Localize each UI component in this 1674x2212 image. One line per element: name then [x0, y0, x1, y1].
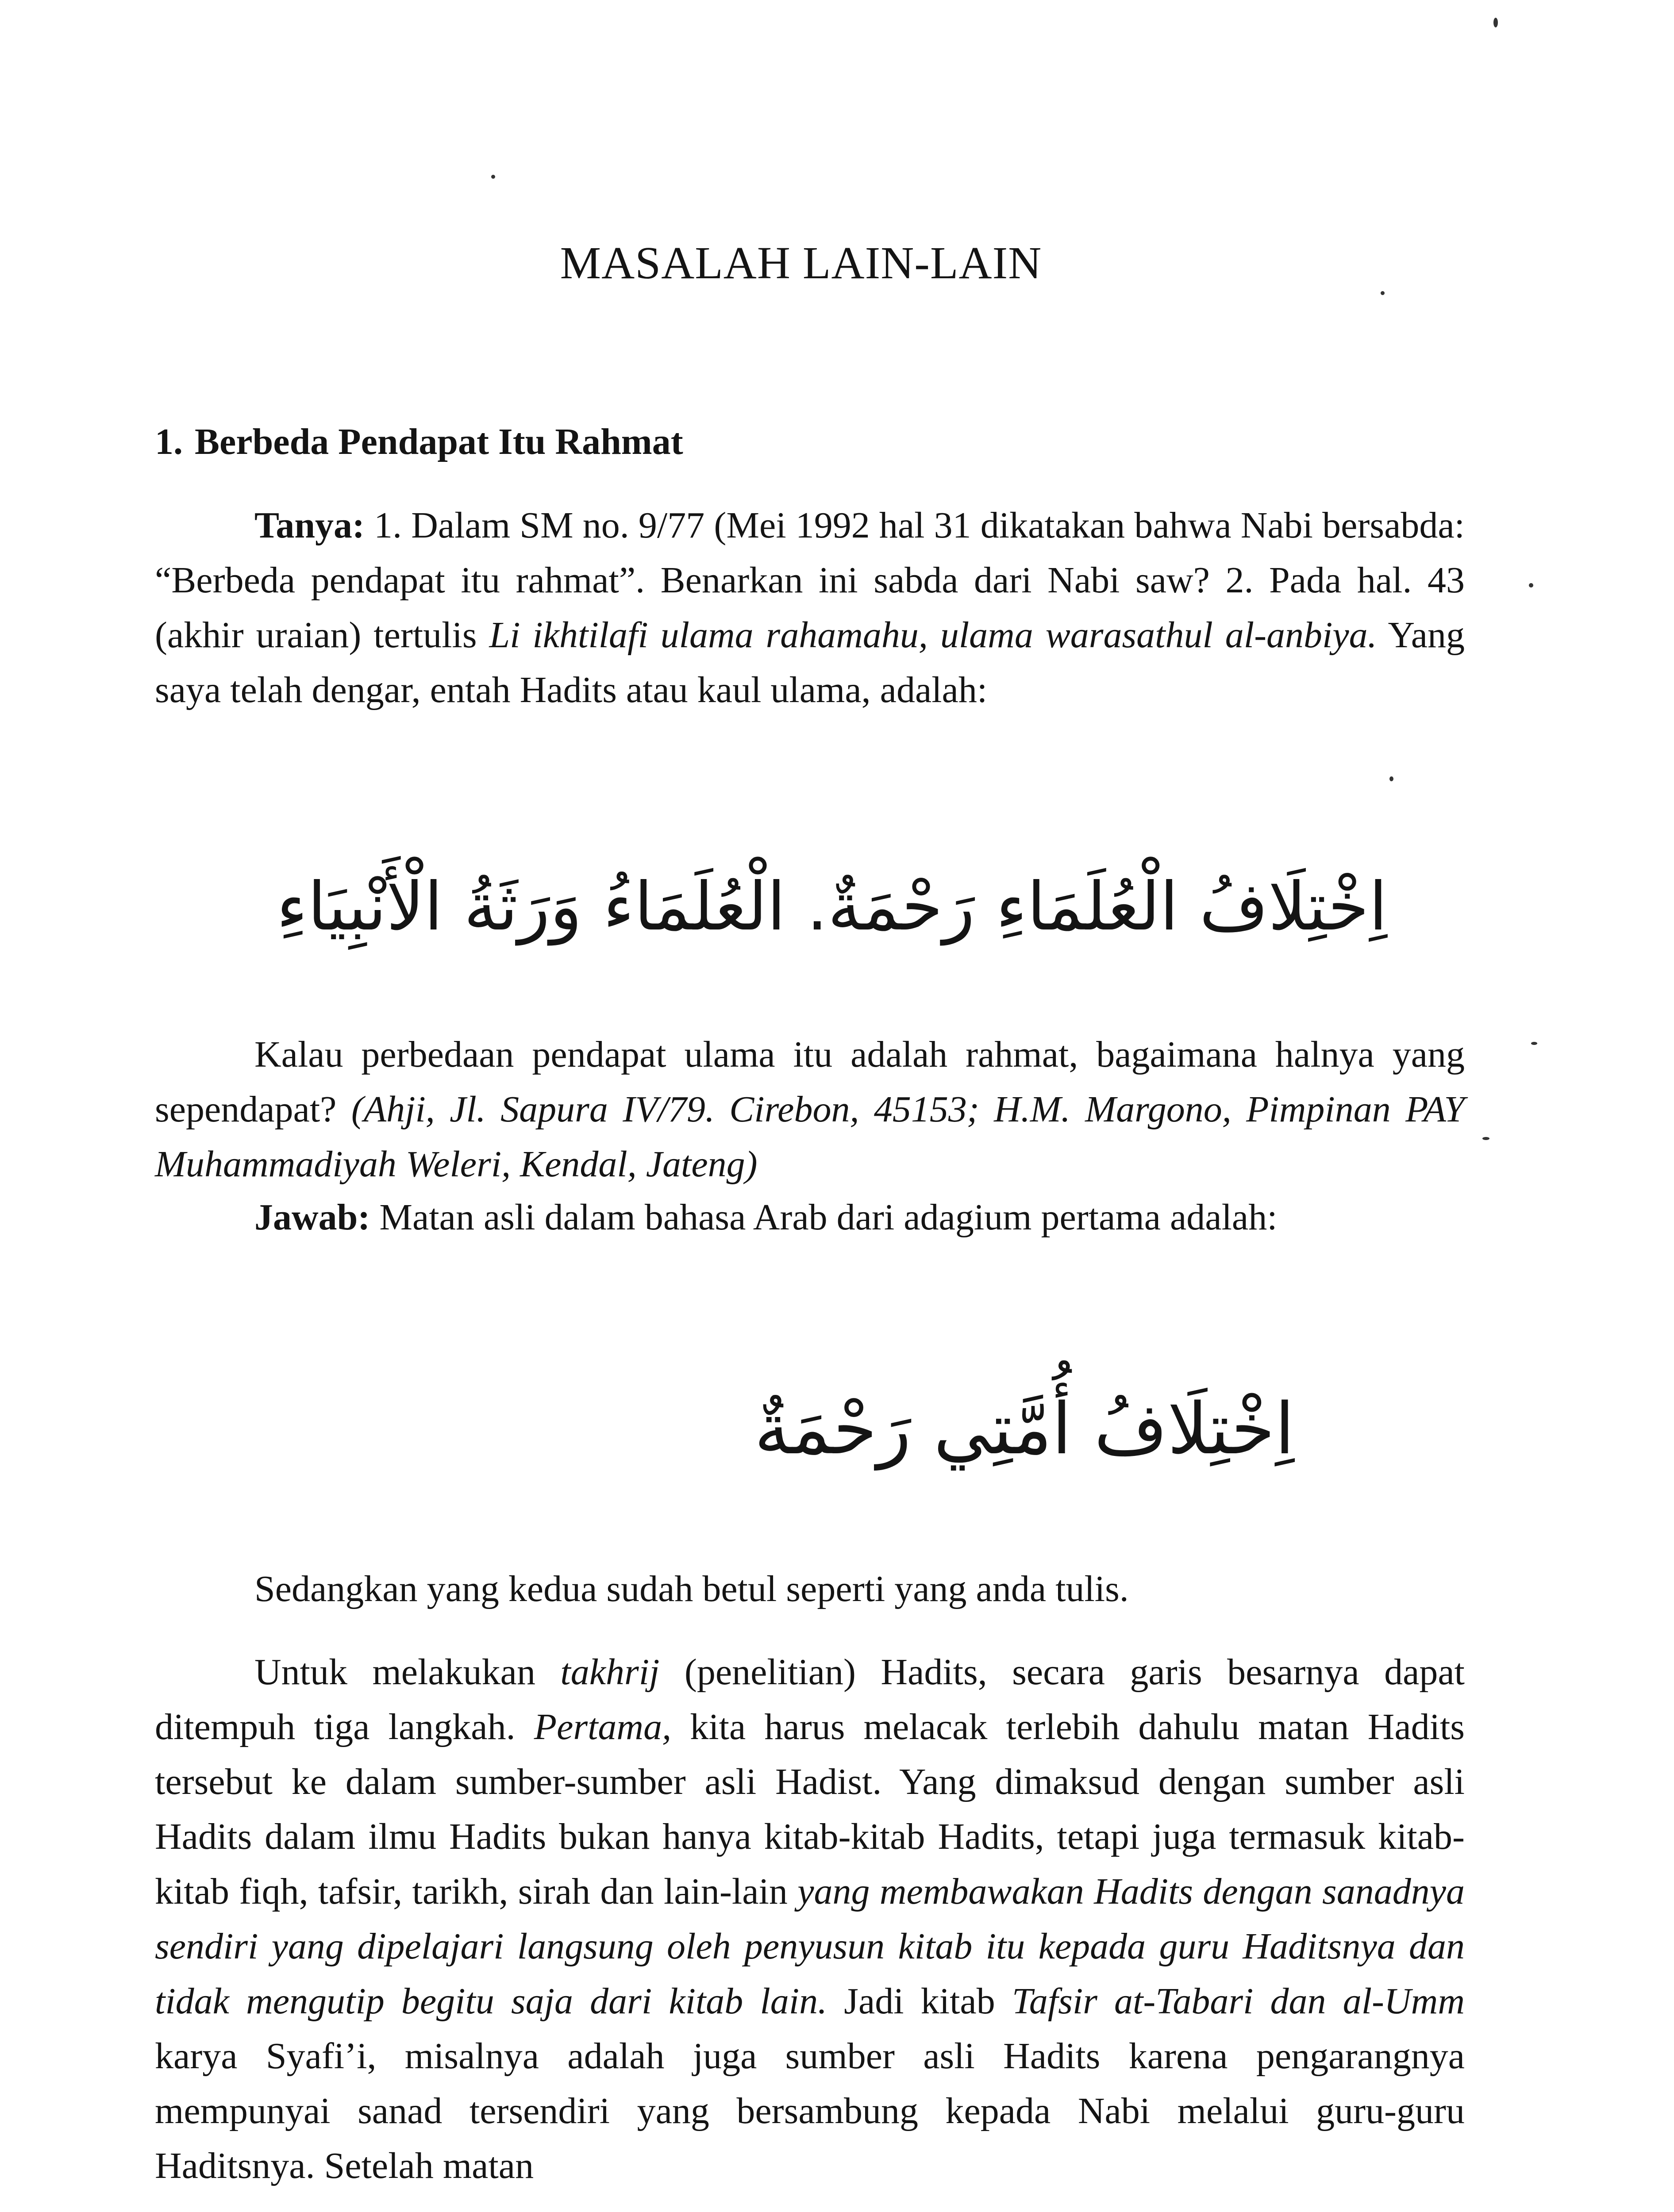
section-number: 1. [155, 421, 183, 462]
page-title: MASALAH LAIN-LAIN [560, 238, 1042, 288]
scan-speck [1493, 18, 1498, 27]
arabic-quote-2: اِخْتِلَافُ أُمَّتِي رَحْمَةٌ [754, 1387, 1295, 1470]
question-paragraph [155, 498, 1465, 718]
takhrij-italic-3: yang membawakan Hadits dengan sanadnya sendiri yang dipelajari langsung oleh penyusun kitab itu kepada guru Haditsnya dan tidak mengutip begitu saja dari kitab lain. [155, 1871, 1465, 2022]
section-heading [155, 420, 683, 463]
question-followup-text: Kalau perbedaan pendapat ulama itu adalah rahmat, bagaimana halnya yang sependapat? [155, 1034, 1465, 1130]
takhrij-text-5: karya Syafi’i, misalnya adalah juga sumber asli Hadits karena pengarangnya mempunyai sanad tersendiri yang bersambung kepada Nabi melalui guru-guru Haditsnya. Setelah matan [155, 2035, 1465, 2186]
question-label: Tanya: [254, 505, 365, 546]
answer-text: Matan asli dalam bahasa Arab dari adagium pertama adalah: [370, 1197, 1278, 1238]
section-heading-text: Berbeda Pendapat Itu Rahmat [195, 421, 683, 462]
takhrij-italic-4: Tafsir at-Tabari dan al-Umm [1012, 1981, 1465, 2022]
question-italic-transliteration: Li ikhtilafi ulama rahamahu, ulama warasathul al-anbiya. [489, 614, 1377, 656]
arabic-quote-1: اِخْتِلَافُ الْعُلَمَاءِ رَحْمَةٌ. الْعُلَمَاءُ وَرَثَةُ الْأَنْبِيَاءِ [276, 868, 1388, 945]
takhrij-text-4: Jadi kitab [827, 1981, 1012, 2022]
question-followup-paragraph [155, 1027, 1465, 1192]
takhrij-text-3: kita harus melacak terlebih dahulu matan Hadits tersebut ke dalam sumber-sumber asli Hadist. Yang dimaksud dengan sumber asli Hadits dalam ilmu Hadits bukan hanya kitab-kitab Hadits, tetapi juga termasuk kitab-kitab fiqh, tafsir, tarikh, sirah dan lain-lain [155, 1706, 1465, 1912]
takhrij-italic-2: Pertama, [534, 1706, 672, 1747]
question-text-2: Yang saya telah dengar, entah Hadits atau kaul ulama, adalah: [155, 614, 1465, 710]
scan-speck [1482, 1137, 1489, 1140]
question-sender: (Ahji, Jl. Sapura IV/79. Cirebon, 45153; H.M. Margono, Pimpinan PAY Muhammadiyah Weleri, Kendal, Jateng) [155, 1089, 1465, 1185]
takhrij-text-2: (penelitian) Hadits, secara garis besarnya dapat ditempuh tiga langkah. [155, 1651, 1465, 1747]
scan-speck [1529, 583, 1533, 588]
answer-paragraph [155, 1190, 1465, 1245]
answer-label: Jawab: [254, 1197, 370, 1238]
takhrij-text-1: Untuk melakukan [254, 1651, 561, 1693]
scan-speck [1531, 1042, 1537, 1045]
question-text-1: 1. Dalam SM no. 9/77 (Mei 1992 hal 31 dikatakan bahwa Nabi bersabda: “Berbeda pendapat itu rahmat”. Benarkan ini sabda dari Nabi saw? 2. Pada hal. 43 (akhir uraian) tertulis [155, 505, 1465, 656]
scan-speck [1389, 776, 1393, 781]
takhrij-italic-1: takhrij [560, 1651, 660, 1693]
second-quote-paragraph: Sedangkan yang kedua sudah betul seperti yang anda tulis. [254, 1568, 1129, 1609]
takhrij-paragraph [155, 1645, 1465, 2193]
scan-speck [491, 175, 495, 179]
scan-speck [1381, 291, 1385, 295]
